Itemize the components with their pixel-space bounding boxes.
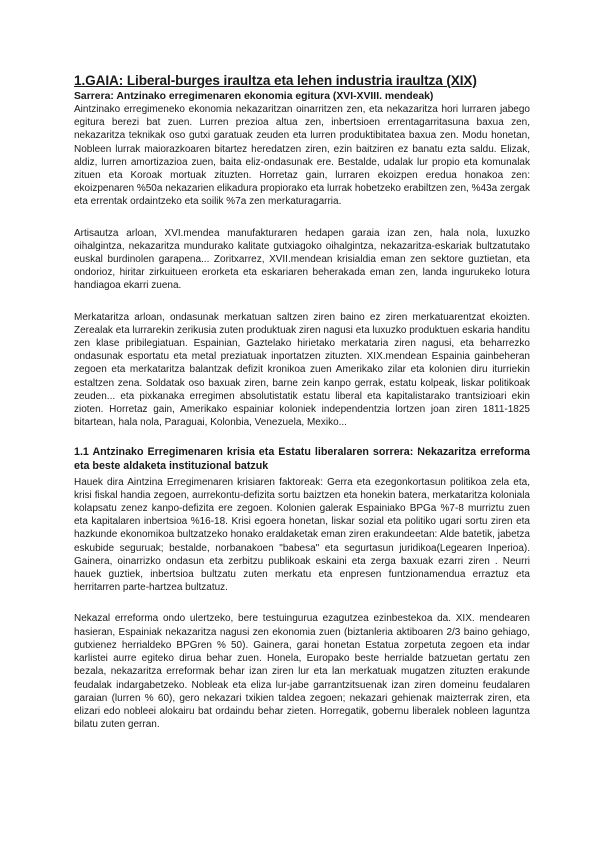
section-heading: 1.1 Antzinako Erregimenaren krisia eta Estatu liberalaren sorrera: Nekazaritza erreforma eta beste aldaketa instituzional batzuk [74, 446, 530, 473]
paragraph-commerce: Merkataritza arloan, ondasunak merkatuan saltzen ziren baino ez ziren merkatuarentzat ekoizten. Zerealak eta lurrarekin zerikusia zuten produktuak ziren nagusi eta luxuzko produktuen eskaria handitu zen klase pribilegiatuan. Espainian, Gaztelako hirietako merkataria ziren nagusi, eta beharrezko ondasunak esportatu eta metal preziatuak inportatzen zituzten. XIX.mendean Espainia gainbeheran zegoen eta merkataritza balantzak defizit kronikoa zuen Amerikako zilar eta kolonien diru iturriekin estaltzen zena. Soldatak oso baxuak ziren, barne zein kanpo gerrak, estatu kolpeak, liskar politikoak zeuden... eta pixkanaka erregimen absolutistatik estatu liberal eta kapitalistarako trantsizioari ekin zioten. Horretaz gain, Amerikako espainiar koloniek independentzia lortzen joan ziren 1811-1825 bitartean, hala nola, Paraguai, Kolonbia, Venezuela, Mexiko... [74, 311, 530, 429]
page-title: 1.GAIA: Liberal-burges iraultza eta lehen industria iraultza (XIX) [74, 73, 477, 88]
intro-subtitle: Sarrera: Antzinako erregimenaren ekonomia egitura (XVI-XVIII. mendeak) [74, 91, 434, 102]
paragraph-crisis-factors: Hauek dira Aintzina Erregimenaren krisiaren faktoreak: Gerra eta ezegonkortasun politikoa zela eta, krisi fiskal handia zegoen, aurrekontu-defizita sortu baiztzen eta honekin batera, merkataritza koloniala kolapsatu zenez kanpo-defizita ere zegoen. Kolonien galerak Espainiako BPGa %7-8 murriztu zuen eta kapitalaren inbertsioa %16-18. Krisi egoera honetan, liskar sozial eta politiko ugari sortu ziren eta hazkunde ekonomikoa bultzatzeko honako eraldaketak eman ziren erakundeetan: Alde batetik, jabetza eskubide seguruak; bestalde, norbanakoen "babesa" eta segurtasun juridikoa(Legearen Inperioa). Gainera, oinarrizko ondasun eta zerbitzu publikoak eskaini eta zerga baxuak ezarri ziren . Neurri hauek guztiek, inbertsioa bultzatu zuten merkatu eta enpresen funtzionamendua erraztuz eta herritarren parte-hartzea bultzatuz. [74, 476, 530, 594]
paragraph-economy: Aintzinako erregimeneko ekonomia nekazaritzan oinarritzen zen, eta nekazaritza hori lurraren jabego egitura berezi bat zuen. Lurren prezioa altua zen, inbertsioen errentagarritasuna baxua zen, nekazaritza teknikak oso gutxi garatuak zeuden eta lurren produktibitatea baxua zen. Modu honetan, Nobleen lurrak maiorazkoaren bitartez heredatzen ziren, ezin baitziren ez banatu ezta saldu. Elizak, aldiz, lurren amortizazioa zuen, baita eliz-ondasunak ere. Bestalde, udalak lur propio eta komunalak zituen eta Koroak mortuak zituzten. Horretaz gain, lurraren ekoizpen eredua honakoa zen: ekoizpenaren %50a nekazarien elikadura propiorako eta lurrak hobetzeko erabiltzen zen, %43a zergak eta errentak ordaintzeko eta soilik %7a zen merkaturagarria. [74, 104, 530, 208]
paragraph-crafts: Artisautza arloan, XVI.mendea manufakturaren hedapen garaia izan zen, hala nola, luxuzko oihalgintza, nekazaritza mundurako kalitate gutxiagoko oihalgintza, nekazaritza-eskariak bultzatutako euskal burdinolen garapena... Zoritxarrez, XVII.mendean krisialdia eman zen sektore guztietan, eta ondorioz, hiritar zirkuitueen erorketa eta eskariaren beherakada eman zen, landa ingurukeko lotura handiagoa ekarri zuena. [74, 227, 530, 292]
paragraph-agrarian-reform: Nekazal erreforma ondo ulertzeko, bere testuingurua ezagutzea ezinbestekoa da. XIX. mendearen hasieran, Espainiak nekazaritza nagusi zen ekonomia zuen (biztanleria aktiboaren 2/3 baino gehiago, gutxienez herrialdeko BPGren % 50). Gainera, garai honetan Estatua zorpetuta zegoen eta indar karlistei aurre egiteko dirua behar zuen. Honela, Europako beste herrialde batzuetan gertatu zen bezala, nekazaritza erreformak behar izan ziren lur eta lan merkatuak mugatzen zituzten erakunde feudalak indargabetzeko. Nobleak eta eliza lur-jabe garrantzitsuenak izan ziren domeinu feudalaren garaian (lurren % 60), gero nekazari txikien taldea zegoen; nekazari gehienak maizterrak ziren, eta elizari edo nobleei alokairu bat ordaindu behar zieten. Horregatik, gobernu liberalek nobleen laguntza bilatu zuten gerran. [74, 613, 530, 731]
document-page [74, 72, 530, 749]
